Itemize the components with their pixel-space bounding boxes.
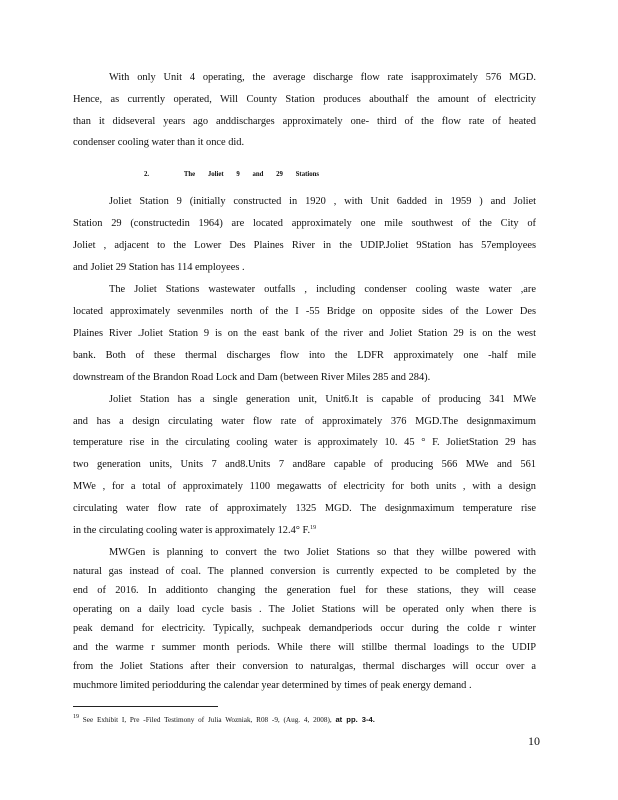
paragraph-line: than it didseveral years ago anddischarges approximately one- third of the flow rate of heated [73,116,536,127]
section-title: The Joliet 9 and 29 Stations [183,171,320,178]
paragraph-line: and has a design circulating water flow rate of approximately 376 MGD.The designmaximum [73,416,536,427]
paragraph-line: MWGen is planning to convert the two Joliet Stations so that they willbe powered with [109,547,536,558]
page-number: 10 [528,734,540,748]
paragraph-line: and Joliet 29 Station has 114 employees . [73,262,245,273]
paragraph-line: located approximately sevenmiles north of the I -55 Bridge on opposite sides of the Lower Des [73,306,536,317]
paragraph-line: With only Unit 4 operating, the average discharge flow rate isapproximately 576 MGD. [109,72,536,83]
paragraph-line: temperature rise in the circulating cooling water is approximately 10. 45 ° F. JolietStation 29 has [73,437,536,448]
paragraph-line: The Joliet Stations wastewater outfalls , including condenser cooling waste water ,are [109,284,536,295]
paragraph-line: end of 2016. In additionto changing the generation fuel for these stations, they will cease [73,585,536,596]
line-text: in the circulating cooling water is approximately 12.4° F. [73,525,311,536]
paragraph-line: two generation units, Units 7 and8.Units 7 and8are capable of producing 566 MWe and 561 [73,459,536,470]
paragraph-line: Plaines River .Joliet Station 9 is on the east bank of the river and Joliet Station 29 is on the west [73,328,536,339]
footnote-separator [73,706,218,707]
footnote [73,715,375,724]
paragraph-line: MWe , for a total of approximately 1100 megawatts of electricity for both units , with a design [73,481,536,492]
footnote-marker: 19 [73,714,79,720]
paragraph-line: circulating water flow rate of approximately 1325 MGD. The designmaximum temperature rise [73,503,536,514]
paragraph-line: downstream of the Brandon Road Lock and Dam (between River Miles 285 and 284). [73,372,431,383]
paragraph-line: Joliet , adjacent to the Lower Des Plaines River in the UDIP.Joliet 9Station has 57employees [73,240,536,251]
paragraph-line: operating on a daily load cycle basis . The Joliet Stations will be operated only when there is [73,604,536,615]
paragraph-line: Joliet Station 9 (initially constructed in 1920 , with Unit 6added in 1959 ) and Joliet [109,196,536,207]
section-heading [144,171,319,178]
paragraph-line: from the Joliet Stations after their conversion to naturalgas, thermal discharges will occur over a [73,661,536,672]
footnote-pages: at pp. 3-4. [335,715,375,724]
paragraph-line: Joliet Station has a single generation unit, Unit6.It is capable of producing 341 MWe [109,394,536,405]
footnote-text: See Exhibit I, Pre -Filed Testimony of Julia Wozniak, R08 -9, (Aug. 4, 2008), [82,716,332,724]
footnote-reference[interactable]: 19 [310,525,317,531]
paragraph-line: natural gas instead of coal. The planned conversion is currently expected to be completed by the [73,566,536,577]
section-number: 2. [144,171,150,178]
paragraph-line: Station 29 (constructedin 1964) are located approximately one mile southwest of the City of [73,218,536,229]
paragraph-line: condenser cooling water than it once did. [73,137,245,148]
paragraph-line: bank. Both of these thermal discharges flow into the LDFR approximately one -half mile [73,350,536,361]
paragraph-line: Hence, as currently operated, Will County Station produces abouthalf the amount of electricity [73,94,536,105]
paragraph-line: and the warme r summer month periods. While there will stillbe thermal loadings to the UDIP [73,642,536,653]
paragraph-line: muchmore limited periodduring the calendar year determined by times of peak energy demand . [73,680,472,691]
paragraph-line [73,525,536,537]
paragraph-line: peak demand for electricity. Typically, suchpeak demandperiods occur during the colde r winter [73,623,536,634]
